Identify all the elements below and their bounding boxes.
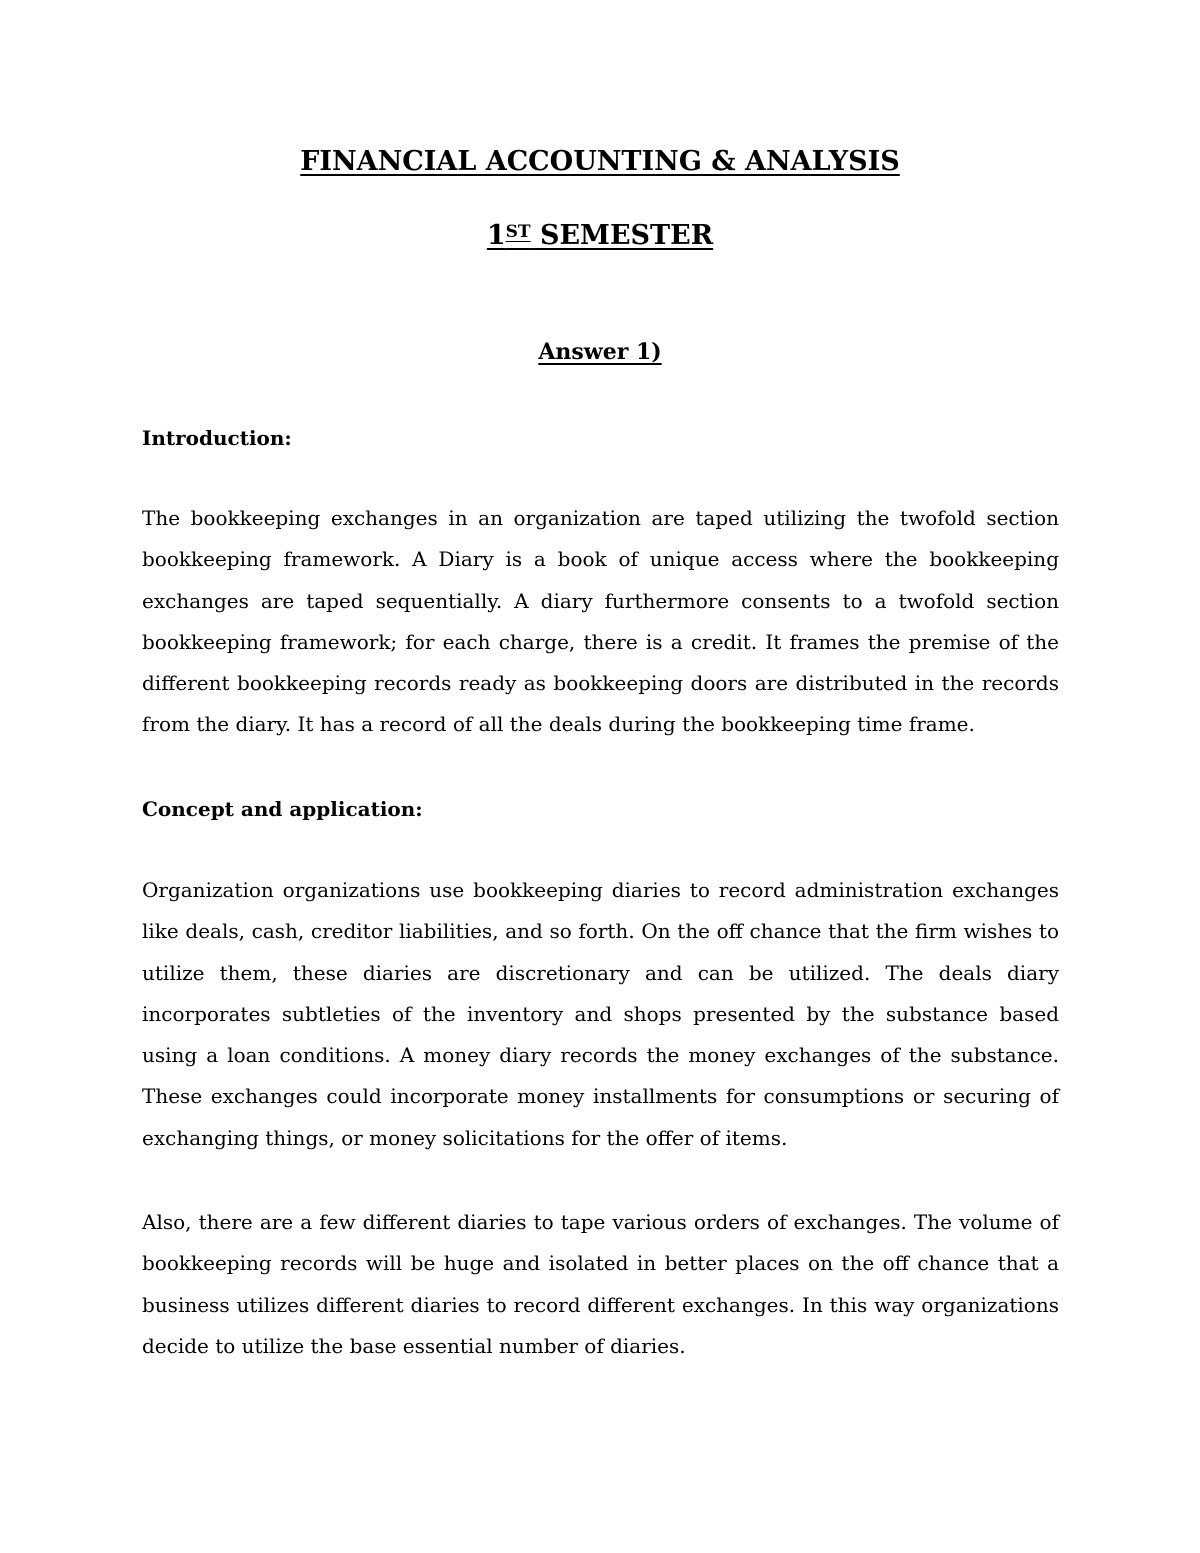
paragraph-introduction: The bookkeeping exchanges in an organization are taped utilizing the twofold section bookkeeping framework. A Diary is a book of unique access where the bookkeeping exchanges are taped sequentially. A diary furthermore consents to a twofold section bookkeeping framework; for each charge, there is a credit. It frames the premise of the different bookkeeping records ready as bookkeeping doors are distributed in the records from the diary. It has a record of all the deals during the bookkeeping time frame. <box>142 506 1059 737</box>
document-title: FINANCIAL ACCOUNTING & ANALYSIS <box>300 146 900 177</box>
paragraph-concept-2: Also, there are a few different diaries to tape various orders of exchanges. The volume of bookkeeping records will be huge and isolated in better places on the off chance that a business utilizes different diaries to record different exchanges. In this way organizations decide to utilize the base essential number of diaries. <box>142 1210 1059 1358</box>
semester-heading <box>0 219 1200 253</box>
answer-heading: Answer 1) <box>538 339 662 365</box>
paragraph-concept-1: Organization organizations use bookkeeping diaries to record administration exchanges like deals, cash, creditor liabilities, and so forth. On the off chance that the firm wishes to utilize them, these diaries are discretionary and can be utilized. The deals diary incorporates subtleties of the inventory and shops presented by the substance based using a loan conditions. A money diary records the money exchanges of the substance. These exchanges could incorporate money installments for consumptions or securing of exchanging things, or money solicitations for the offer of items. <box>142 878 1059 1150</box>
semester-label: SEMESTER <box>530 220 714 251</box>
section-heading-concept: Concept and application: <box>142 797 423 821</box>
section-heading-introduction: Introduction: <box>142 426 292 450</box>
semester-number: 1 <box>486 220 506 251</box>
semester-suffix: ST <box>505 222 531 242</box>
